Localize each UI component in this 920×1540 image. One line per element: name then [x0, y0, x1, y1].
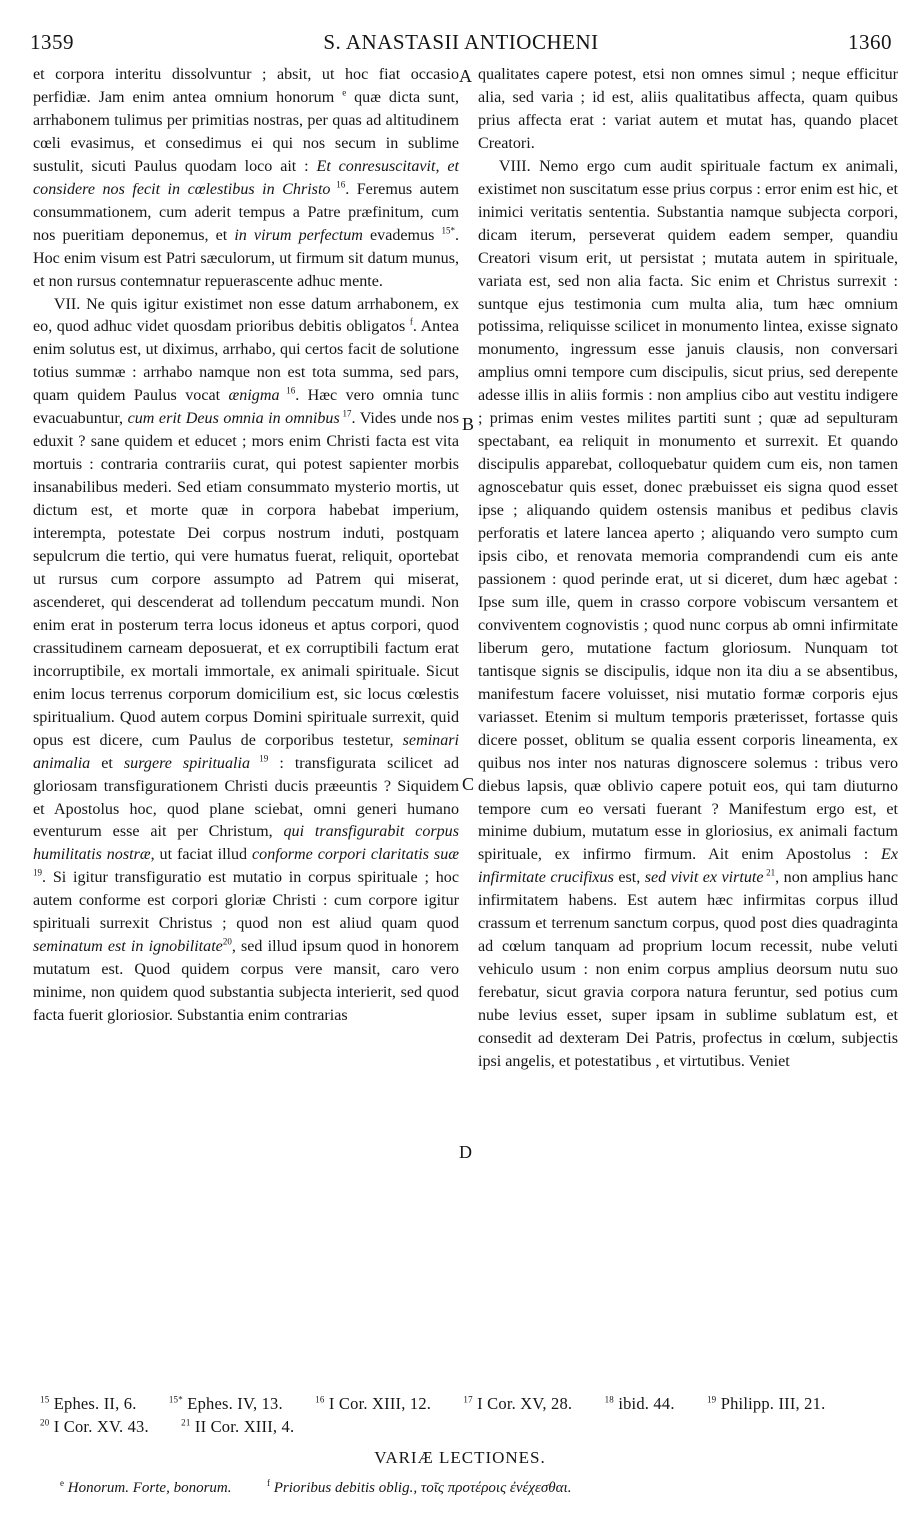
variant-mark: e	[60, 1478, 64, 1488]
footnote: $^{20}$ I Cor. XV. 43.	[40, 1417, 149, 1436]
footnotes	[40, 1392, 900, 1438]
paragraph: et corpora interitu dissolvuntur ; absit, ut hoc fiat occasio perfidiæ. Jam enim antea omnium honorum $^e$ quæ dicta sunt, arrhabonem tulimus per primitias nostras, per quas ad altitudinem cœli evasimus, et consedimus ei qui nos secum in sublime sustulit, sicuti Paulus quodam loco ait : Et conresuscitavit, et considere nos fecit in cœlestibus in Christo $^{16}$. Feremus autem consummationem, cum aderit tempus a Patre præfinitum, cum nos pueritiam deponemus, et in virum perfectum evademus $^{15*}$. Hoc enim visum est Patri sæculorum, ut firmum sit datum munus, et non rursus contemnatur repuerascente adhuc mente.	[33, 66, 459, 290]
footnote: $^{16}$ I Cor. XIII, 12.	[315, 1394, 432, 1413]
footnote-line	[40, 1392, 900, 1415]
page-number-left: 1359	[30, 30, 74, 54]
paragraph: VII. Ne quis igitur existimet non esse datum arrhabonem, ex eo, quod adhuc videt quosdam prioribus debitis obligatos $^f$. Antea enim solutus est, ut diximus, arrhabo, qui certos facit de solutione totius summæ : arrhabo namque non est tota summa, sed pars, quam quidem Paulus vocat ænigma $^{16}$. Hæc vero omnia tunc evacuabuntur, cum erit Deus omnia in omnibus $^{17}$. Vides unde nos eduxit ? sane quidem et educet ; mors enim Christi facta est vita mortuis : contraria contrariis curat, qui potest sapienter morbis insanabilibus mederi. Sed etiam consummato mysterio mortis, ut dictum est, et morte quæ in corpora habebat imperium, interempta, potestate Dei corpus nostrum induti, postquam sepulcrum die tertio, qui vere humatus fuerat, reliquit, oportebat ut rursus cum corpore assumpto ad Patrem qui miserat, ascenderet, qui descenderat ad tollendum peccatum mundi. Non enim erat in posterum terra locus idoneus et aptus corpori, quod crassitudinem carneam deposuerat, et ex corruptibili factum erat incorruptibile, ex mortali immortale, ex animali spirituale. Sicut enim locus terrenus corporum domicilium est, sic locus cœlestis spiritualium. Quod autem corpus Domini spirituale surrexit, quid opus est dicere, cum Paulus de corporibus testetur, seminari animalia et surgere spiritualia $^{19}$ : transfigurata scilicet ad gloriosam transfigurationem Christi ducis præeuntis ? Siquidem et Apostolus hoc, quod plane sciebat, omni generi humano eventurum esse ait per Christum, qui transfigurabit corpus humilitatis nostræ, ut faciat illud conforme corpori claritatis suæ $^{19}$. Si igitur transfiguratio est mutatio in corpus spirituale ; hoc autem conforme est corpori gloriæ Christi : cum corpore igitur spirituali surrexit Christus ; quod non est aliud quam quod seminatum est in ignobilitate$^{20}$, sed illud ipsum quod in honorem mutatum est. Quod quidem corpus vere mansit, caro vero minime, non quidem quod substantia subjecta interierit, sed quod facta fuerit gloriosior. Substantia enim contrarias	[33, 295, 459, 1025]
footnote-ref: 17	[339, 408, 352, 419]
footnote-ref: 15*	[441, 225, 455, 236]
scripture-quote: surgere spiritualia	[123, 754, 251, 772]
scripture-quote: sed vivit ex virtute	[644, 869, 764, 887]
footnote-ref: 16	[279, 385, 296, 396]
scripture-quote: seminari animalia	[33, 731, 459, 772]
scripture-quote: cum erit Deus omnia in omnibus	[127, 410, 340, 428]
scripture-quote: Et conresuscitavit, et considere nos fecit in cœlestibus in Christo	[33, 157, 459, 198]
left-column	[33, 64, 459, 1028]
margin-letter-d: D	[459, 1142, 472, 1162]
scripture-quote: in virum perfectum	[234, 226, 363, 244]
running-title: S. ANASTASII ANTIOCHENI	[323, 30, 599, 54]
variant-note: Prioribus debitis oblig., τοῖς προτέροις ἐνέχεσθαι.	[273, 1480, 572, 1496]
footnote: $^{15}$ Ephes. II, 6.	[40, 1394, 137, 1413]
scripture-quote: qui transfigurabit corpus humilitatis nostræ	[33, 823, 459, 864]
margin-letter-c: C	[462, 774, 475, 794]
margin-letter-b: B	[462, 414, 475, 434]
variae-lectiones-title: VARIÆ LECTIONES.	[374, 1448, 546, 1467]
variant-mark: f	[267, 1478, 270, 1488]
scripture-quote: ænigma	[228, 387, 280, 405]
footnote-ref: 19	[33, 868, 42, 878]
variant-mark: e	[342, 87, 347, 98]
margin-letter-a: A	[459, 66, 472, 86]
variae-lectiones	[60, 1480, 910, 1497]
footnote-ref: 20	[222, 936, 232, 947]
footnote: $^{19}$ Philipp. III, 21.	[706, 1394, 826, 1413]
footnote-ref: 19	[250, 753, 269, 764]
paragraph: VIII. Nemo ergo cum audit spirituale factum ex animali, existimet non suscitatum esse prius corpus : error enim est hic, et inimici veritatis sententia. Substantia namque subjecta corpori, dicam iterum, perseverat quidem eadem semper, quandiu Creatori visum erit, ut persistat ; mutata autem in spirituale, variata est, sed non alia facta. Sic enim et Christus surrexit : suntque ejus testimonia cum multa alia, tum hæc omnium potissima, reliquisse scilicet in monumento lintea, exisse signato monumento, ingressum esse januis clausis, non conversari amplius omni tempore cum discipulis, sicut prius, sed derepente adesse illis in aliis formis : non amplius cibo aut vestitu indigere ; primas enim vestes milites partiti sunt ; quæ ad sepulturam spectabant, ea reliquit in monumento et surrexit. Et quando discipulis apparebat, colloquebatur quidem cum eis, non tamen agnoscebatur quis esset, donec præbuisset eis signa quod esset ipse ; aliquando quidem ostensis manibus et pedibus clavis perforatis et latere lancea aperto ; aliquando vero sumpto cum ipsis cibo, et renovata memoria comprandendi cum eis ante passionem : quod perinde erat, ut si diceret, dum hæc agebat : Ipse sum ille, quem in crasso corpore vobiscum versantem et conviventem cognovistis ; quod nunc corpus ab omni infirmitate liberum gero, mutatione factum gloriosum. Nunquam tot tantisque signis se discipulis, idque non ita diu a se absentibus, manifestum facere voluisset, nisi mutatio formæ corporis ejus variasset. Etenim si multum temporis præterisset, fortasse quis dicere posset, oblitum se qualia essent corporis lineamenta, ex quibus nos inter nos naturas dignoscere solemus : tribus vero diebus lapsis, quæ oblivio capere potuit eos, qui tam diuturno tempore cum eo versati fuerant ? Manifestum ergo est, et minime dubium, mutatum esse in gloriosius, ex animali factum spirituale, ex infirmo firmum. Ait enim Apostolus : Ex infirmitate crucifixus est, sed vivit ex virtute $^{21}$, non amplius hanc infirmitatem habens. Est autem hæc infirmitas corpus illud crassum et terrenum sanctum corpus, quod post dies quadraginta ad cœlum tanquam ad proprium locum recessit, nube veluti vehiculo usum : non enim corpus amplius deorsum nutu suo ferebatur, sicut gravia corpora natura feruntur, sed potius cum nube levius esset, super ipsam in sublime sublatum est, et consedit ad dexteram Dei Patris, profectus in cœlum, subjectis ipsi angelis, et potestatibus , et virtutibus. Veniet	[478, 157, 899, 1070]
scripture-quote: seminatum est in ignobilitate	[33, 938, 223, 956]
page-header	[30, 30, 892, 64]
footnote-line	[40, 1415, 900, 1438]
footnote: $^{17}$ I Cor. XV, 28.	[463, 1394, 573, 1413]
right-column	[478, 64, 898, 1074]
footnote: $^{18}$ ibid. 44.	[604, 1394, 675, 1413]
footnote: $^{21}$ II Cor. XIII, 4.	[181, 1417, 295, 1436]
variant-mark: f	[409, 317, 413, 328]
scripture-quote: Ex infirmitate crucifixus	[478, 846, 898, 887]
paragraph: qualitates capere potest, etsi non omnes simul ; neque efficitur alia, sed varia ; id est, aliis qualitatibus affecta, quam quibus prius affecta erat : variat autem et mutat has, quando placet Creatori.	[478, 66, 898, 152]
scripture-quote: conforme corpori claritatis suæ	[252, 846, 459, 864]
page-number-right: 1360	[848, 30, 892, 54]
footnote-ref: 21	[763, 868, 776, 878]
variant-note: Honorum. Forte, bonorum.	[67, 1480, 232, 1496]
footnote: $^{15*}$ Ephes. IV, 13.	[168, 1394, 283, 1413]
footnote-ref: 16	[330, 179, 346, 190]
